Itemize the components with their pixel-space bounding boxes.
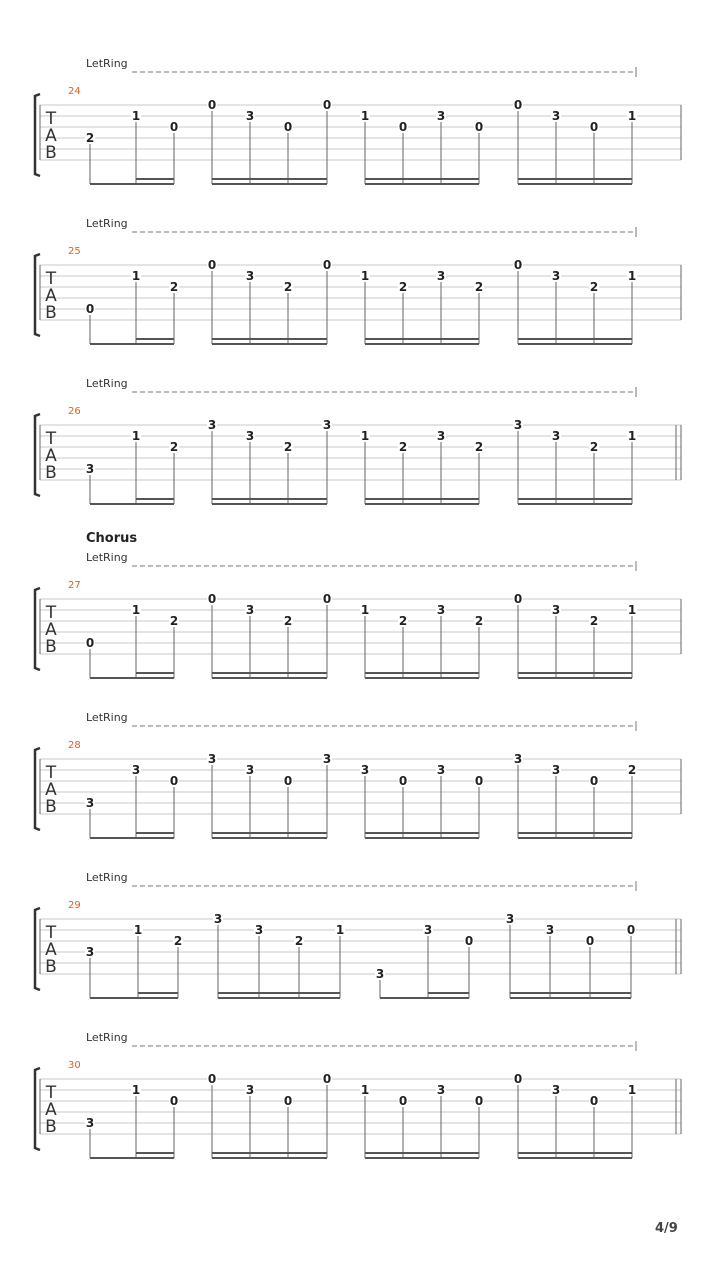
tab-clef-letter: A [45,446,57,466]
fret-number: 3 [436,109,446,123]
fret-number: 3 [545,923,555,937]
fret-number: 3 [245,603,255,617]
fret-number: 2 [474,440,484,454]
tab-clef-letter: B [45,463,57,483]
fret-number: 2 [169,440,179,454]
fret-number: 3 [207,418,217,432]
fret-number: 1 [131,269,141,283]
fret-number: 3 [85,1116,95,1130]
let-ring-label: LetRing [86,377,128,390]
fret-number: 1 [131,603,141,617]
tab-system [35,711,681,838]
section-label: Chorus [86,531,138,546]
fret-number: 3 [207,752,217,766]
fret-number: 3 [360,763,370,777]
fret-number: 1 [627,603,637,617]
fret-number: 0 [398,774,408,788]
system-bracket [35,588,40,670]
fret-number: 1 [335,923,345,937]
fret-number: 0 [169,774,179,788]
fret-number: 3 [245,429,255,443]
fret-number: 3 [213,912,223,926]
fret-number: 0 [207,1072,217,1086]
measure-number: 27 [68,580,81,591]
tab-clef-letter: B [45,797,57,817]
fret-number: 0 [474,120,484,134]
fret-number: 0 [322,1072,332,1086]
fret-number: 3 [423,923,433,937]
fret-number: 3 [245,763,255,777]
let-ring-label: LetRing [86,711,128,724]
tab-clef-letter: T [45,109,57,129]
fret-number: 3 [551,269,561,283]
fret-number: 2 [627,763,637,777]
system-bracket [35,748,40,830]
tab-clef-letter: A [45,1100,57,1120]
tab-clef-letter: B [45,143,57,163]
fret-number: 0 [589,1094,599,1108]
fret-number: 0 [283,774,293,788]
system-bracket [35,254,40,336]
fret-number: 3 [375,967,385,981]
fret-number: 3 [436,1083,446,1097]
fret-number: 3 [245,1083,255,1097]
fret-number: 0 [322,258,332,272]
fret-number: 2 [169,614,179,628]
let-ring-label: LetRing [86,871,128,884]
tab-system [35,377,681,504]
fret-number: 3 [551,109,561,123]
fret-number: 2 [169,280,179,294]
fret-number: 0 [169,120,179,134]
fret-number: 0 [474,1094,484,1108]
tab-system [35,57,681,184]
fret-number: 0 [85,302,95,316]
fret-number: 0 [589,120,599,134]
measure-number: 25 [68,246,81,257]
fret-number: 2 [398,614,408,628]
fret-number: 3 [85,945,95,959]
fret-number: 0 [85,636,95,650]
fret-number: 0 [207,592,217,606]
fret-number: 0 [283,1094,293,1108]
tab-clef-letter: T [45,763,57,783]
fret-number: 0 [513,98,523,112]
fret-number: 1 [131,429,141,443]
fret-number: 1 [627,269,637,283]
fret-number: 3 [131,763,141,777]
fret-number: 3 [551,1083,561,1097]
fret-number: 3 [436,269,446,283]
tab-clef-letter: A [45,126,57,146]
measure-number: 26 [68,406,81,417]
tab-system [35,871,681,998]
fret-number: 2 [283,280,293,294]
fret-number: 1 [360,269,370,283]
fret-number: 0 [626,923,636,937]
fret-number: 3 [551,603,561,617]
fret-number: 2 [85,131,95,145]
fret-number: 3 [85,796,95,810]
let-ring-label: LetRing [86,217,128,230]
tab-clef-letter: T [45,923,57,943]
fret-number: 0 [398,120,408,134]
fret-number: 3 [436,603,446,617]
system-bracket [35,1068,40,1150]
page-number: 4/9 [655,1221,678,1236]
fret-number: 2 [589,614,599,628]
fret-number: 0 [513,258,523,272]
let-ring-label: LetRing [86,551,128,564]
tab-clef-letter: B [45,957,57,977]
fret-number: 3 [505,912,515,926]
fret-number: 1 [131,109,141,123]
fret-number: 0 [169,1094,179,1108]
fret-number: 3 [551,763,561,777]
fret-number: 3 [436,429,446,443]
tab-clef-letter: A [45,620,57,640]
measure-number: 24 [68,86,81,97]
fret-number: 0 [513,1072,523,1086]
fret-number: 3 [322,752,332,766]
system-bracket [35,414,40,496]
measure-number: 30 [68,1060,81,1071]
tab-system [35,531,681,678]
fret-number: 1 [133,923,143,937]
fret-number: 3 [245,109,255,123]
let-ring-label: LetRing [86,57,128,70]
tab-clef-letter: A [45,286,57,306]
measure-number: 28 [68,740,81,751]
fret-number: 0 [474,774,484,788]
fret-number: 0 [283,120,293,134]
fret-number: 2 [474,614,484,628]
measure-number: 29 [68,900,81,911]
fret-number: 1 [627,1083,637,1097]
fret-number: 0 [585,934,595,948]
fret-number: 0 [513,592,523,606]
fret-number: 0 [589,774,599,788]
system-bracket [35,94,40,176]
fret-number: 0 [322,592,332,606]
tab-clef-letter: A [45,940,57,960]
fret-number: 3 [245,269,255,283]
fret-number: 1 [360,603,370,617]
fret-number: 3 [254,923,264,937]
fret-number: 0 [322,98,332,112]
tab-system [35,1031,681,1158]
fret-number: 1 [360,429,370,443]
fret-number: 1 [360,1083,370,1097]
fret-number: 0 [398,1094,408,1108]
system-bracket [35,908,40,990]
fret-number: 3 [85,462,95,476]
tab-clef-letter: B [45,637,57,657]
fret-number: 0 [207,98,217,112]
fret-number: 2 [589,440,599,454]
fret-number: 1 [627,109,637,123]
tab-clef-letter: T [45,429,57,449]
fret-number: 2 [398,440,408,454]
fret-number: 2 [589,280,599,294]
fret-number: 3 [513,418,523,432]
let-ring-label: LetRing [86,1031,128,1044]
fret-number: 2 [398,280,408,294]
fret-number: 2 [294,934,304,948]
fret-number: 2 [283,614,293,628]
fret-number: 2 [474,280,484,294]
fret-number: 1 [627,429,637,443]
tab-clef-letter: T [45,1083,57,1103]
fret-number: 3 [513,752,523,766]
fret-number: 1 [131,1083,141,1097]
fret-number: 0 [207,258,217,272]
tab-clef-letter: B [45,1117,57,1137]
tab-clef-letter: B [45,303,57,323]
tab-clef-letter: A [45,780,57,800]
fret-number: 3 [322,418,332,432]
fret-number: 1 [360,109,370,123]
fret-number: 2 [283,440,293,454]
fret-number: 3 [551,429,561,443]
tab-clef-letter: T [45,269,57,289]
tab-clef-letter: T [45,603,57,623]
fret-number: 3 [436,763,446,777]
tab-system [35,217,681,344]
fret-number: 2 [173,934,183,948]
fret-number: 0 [464,934,474,948]
